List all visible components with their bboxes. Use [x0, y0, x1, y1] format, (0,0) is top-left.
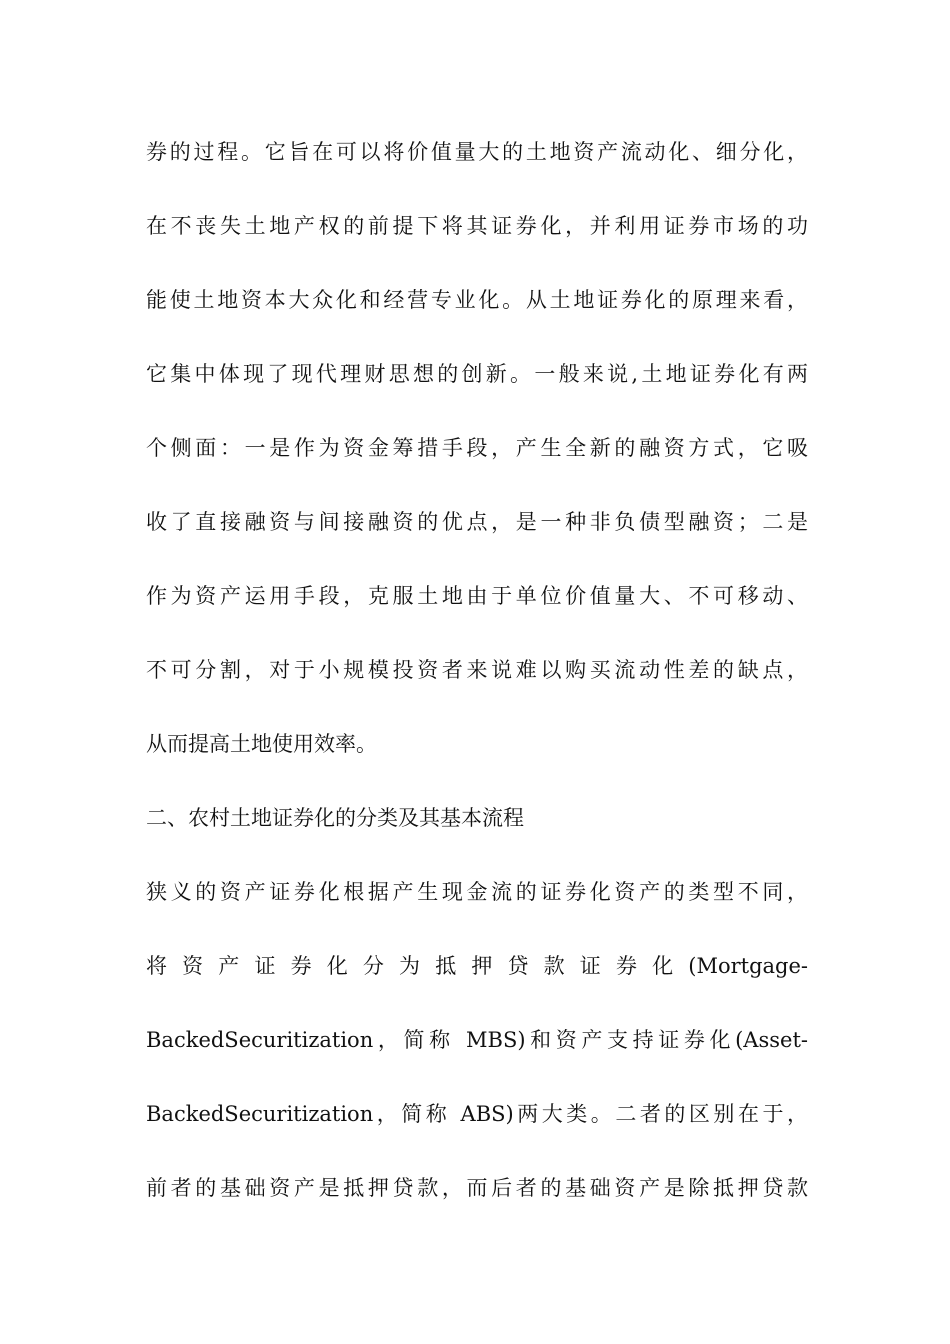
- section-heading: 二、农村土地证券化的分类及其基本流程: [146, 806, 524, 830]
- paragraph-line-3: 能使土地资本大众化和经营专业化。从土地证券化的原理来看，: [146, 288, 808, 312]
- paragraph-line-12: BackedSecuritization，简称 MBS)和资产支持证券化(Asset-: [146, 1028, 808, 1052]
- paragraph-line-5: 个侧面：一是作为资金筹措手段，产生全新的融资方式，它吸: [146, 436, 808, 460]
- paragraph-line-2: 在不丧失土地产权的前提下将其证券化，并利用证券市场的功: [146, 214, 808, 238]
- paragraph-line-10: 狭义的资产证券化根据产生现金流的证券化资产的类型不同，: [146, 880, 808, 904]
- paragraph-line-8: 不可分割，对于小规模投资者来说难以购买流动性差的缺点，: [146, 658, 808, 682]
- paragraph-line-14: 前者的基础资产是抵押贷款，而后者的基础资产是除抵押贷款: [146, 1176, 808, 1200]
- paragraph-line-11: 将 资 产 证 券 化 分 为 抵 押 贷 款 证 券 化 (Mortgage-: [146, 954, 808, 978]
- paragraph-line-13: BackedSecuritization，简称 ABS)两大类。二者的区别在于，: [146, 1102, 808, 1126]
- paragraph-line-6: 收了直接融资与间接融资的优点，是一种非负债型融资；二是: [146, 510, 808, 534]
- paragraph-line-7: 作为资产运用手段，克服土地由于单位价值量大、不可移动、: [146, 584, 808, 608]
- paragraph-line-9: 从而提高土地使用效率。: [146, 732, 377, 756]
- paragraph-line-4: 它集中体现了现代理财思想的创新。一般来说,土地证券化有两: [146, 362, 808, 386]
- paragraph-line-1: 券的过程。它旨在可以将价值量大的土地资产流动化、细分化，: [146, 140, 808, 164]
